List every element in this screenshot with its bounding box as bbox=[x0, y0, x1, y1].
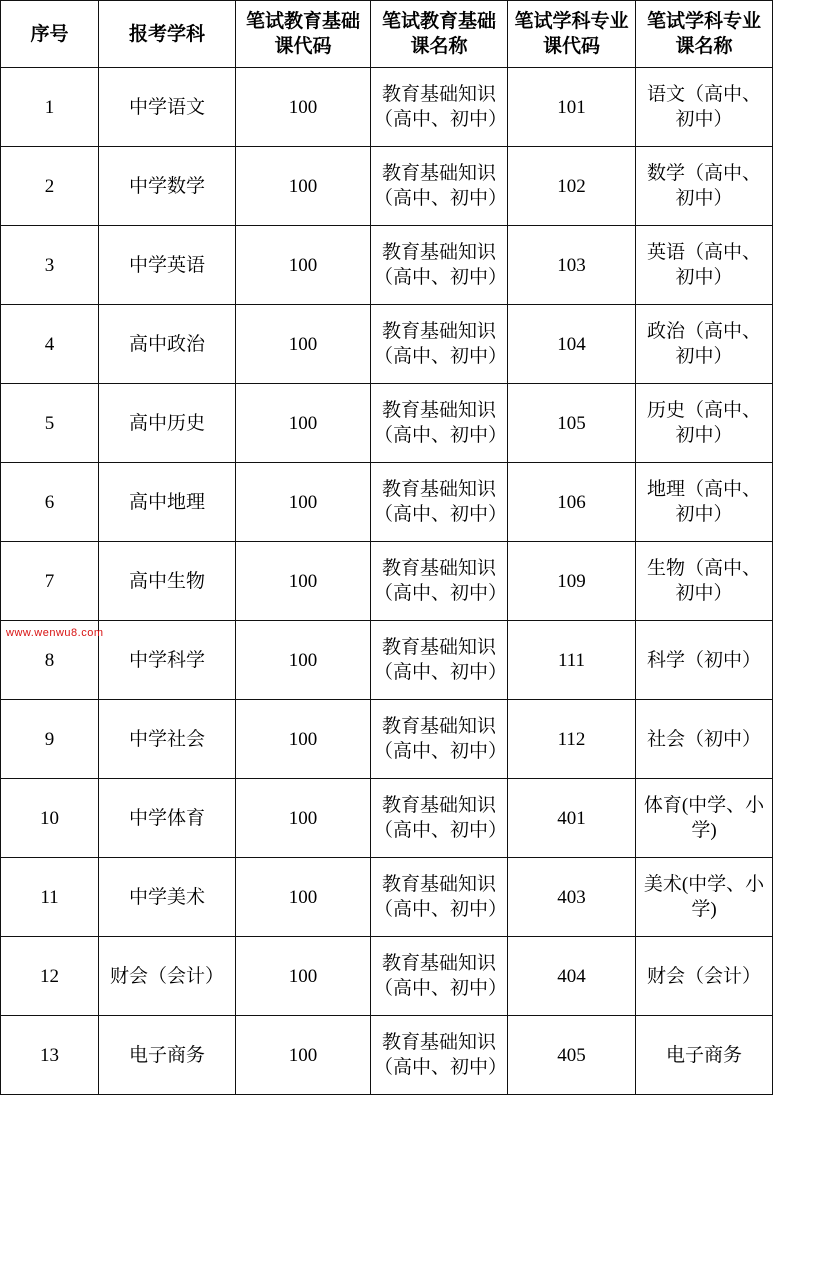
table-row bbox=[1, 937, 773, 1016]
cell-index: 7 bbox=[1, 542, 99, 621]
site-watermark: www.wenwu8.com bbox=[6, 627, 104, 639]
table-row bbox=[1, 779, 773, 858]
cell-basic-course-name: 教育基础知识（高中、初中） bbox=[371, 305, 508, 384]
cell-subject: 电子商务 bbox=[99, 1016, 236, 1095]
column-header-basic-course-name: 笔试教育基础课名称 bbox=[371, 1, 508, 68]
cell-major-course-name: 政治（高中、初中） bbox=[636, 305, 773, 384]
cell-basic-course-code: 100 bbox=[236, 305, 371, 384]
cell-major-course-name: 语文（高中、初中） bbox=[636, 68, 773, 147]
cell-major-course-code: 102 bbox=[508, 147, 636, 226]
cell-subject: 财会（会计） bbox=[99, 937, 236, 1016]
table-row bbox=[1, 305, 773, 384]
cell-basic-course-code: 100 bbox=[236, 858, 371, 937]
cell-index: 4 bbox=[1, 305, 99, 384]
table-header bbox=[1, 1, 773, 68]
cell-index: 12 bbox=[1, 937, 99, 1016]
cell-major-course-code: 401 bbox=[508, 779, 636, 858]
column-header-basic-course-code: 笔试教育基础课代码 bbox=[236, 1, 371, 68]
cell-basic-course-code: 100 bbox=[236, 1016, 371, 1095]
cell-major-course-name: 地理（高中、初中） bbox=[636, 463, 773, 542]
table-row bbox=[1, 463, 773, 542]
cell-basic-course-code: 100 bbox=[236, 700, 371, 779]
cell-major-course-code: 101 bbox=[508, 68, 636, 147]
cell-major-course-name: 生物（高中、初中） bbox=[636, 542, 773, 621]
cell-basic-course-code: 100 bbox=[236, 542, 371, 621]
cell-subject: 中学社会 bbox=[99, 700, 236, 779]
cell-subject: 中学数学 bbox=[99, 147, 236, 226]
table-row bbox=[1, 1016, 773, 1095]
cell-basic-course-code: 100 bbox=[236, 226, 371, 305]
cell-basic-course-code: 100 bbox=[236, 68, 371, 147]
table-header-row bbox=[1, 1, 773, 68]
cell-subject: 中学体育 bbox=[99, 779, 236, 858]
cell-index: 1 bbox=[1, 68, 99, 147]
table-row bbox=[1, 700, 773, 779]
cell-major-course-code: 404 bbox=[508, 937, 636, 1016]
cell-major-course-code: 405 bbox=[508, 1016, 636, 1095]
cell-major-course-code: 111 bbox=[508, 621, 636, 700]
cell-major-course-name: 英语（高中、初中） bbox=[636, 226, 773, 305]
cell-subject: 高中生物 bbox=[99, 542, 236, 621]
cell-major-course-name: 体育(中学、小学) bbox=[636, 779, 773, 858]
cell-index: 13 bbox=[1, 1016, 99, 1095]
cell-basic-course-code: 100 bbox=[236, 147, 371, 226]
cell-basic-course-name: 教育基础知识（高中、初中） bbox=[371, 1016, 508, 1095]
cell-index: 11 bbox=[1, 858, 99, 937]
cell-basic-course-name: 教育基础知识（高中、初中） bbox=[371, 542, 508, 621]
cell-major-course-name: 历史（高中、初中） bbox=[636, 384, 773, 463]
cell-index: 6 bbox=[1, 463, 99, 542]
cell-major-course-name: 财会（会计） bbox=[636, 937, 773, 1016]
cell-subject: 中学美术 bbox=[99, 858, 236, 937]
table-row bbox=[1, 542, 773, 621]
cell-major-course-code: 106 bbox=[508, 463, 636, 542]
table-row bbox=[1, 226, 773, 305]
cell-subject: 中学语文 bbox=[99, 68, 236, 147]
cell-subject: 高中政治 bbox=[99, 305, 236, 384]
cell-basic-course-name: 教育基础知识（高中、初中） bbox=[371, 700, 508, 779]
cell-major-course-code: 103 bbox=[508, 226, 636, 305]
table-row bbox=[1, 68, 773, 147]
cell-major-course-name: 电子商务 bbox=[636, 1016, 773, 1095]
cell-subject: 高中地理 bbox=[99, 463, 236, 542]
cell-major-course-code: 105 bbox=[508, 384, 636, 463]
cell-subject: 高中历史 bbox=[99, 384, 236, 463]
cell-major-course-name: 社会（初中） bbox=[636, 700, 773, 779]
cell-basic-course-code: 100 bbox=[236, 463, 371, 542]
cell-major-course-name: 美术(中学、小学) bbox=[636, 858, 773, 937]
cell-basic-course-name: 教育基础知识（高中、初中） bbox=[371, 621, 508, 700]
cell-basic-course-name: 教育基础知识（高中、初中） bbox=[371, 463, 508, 542]
cell-subject: 中学英语 bbox=[99, 226, 236, 305]
cell-basic-course-name: 教育基础知识（高中、初中） bbox=[371, 937, 508, 1016]
cell-basic-course-code: 100 bbox=[236, 779, 371, 858]
cell-subject: 中学科学 bbox=[99, 621, 236, 700]
column-header-major-course-name: 笔试学科专业课名称 bbox=[636, 1, 773, 68]
cell-basic-course-name: 教育基础知识（高中、初中） bbox=[371, 384, 508, 463]
cell-basic-course-name: 教育基础知识（高中、初中） bbox=[371, 226, 508, 305]
cell-index: 9 bbox=[1, 700, 99, 779]
cell-index: 3 bbox=[1, 226, 99, 305]
column-header-index: 序号 bbox=[1, 1, 99, 68]
table-row bbox=[1, 384, 773, 463]
cell-major-course-name: 数学（高中、初中） bbox=[636, 147, 773, 226]
cell-index: 8 bbox=[1, 621, 99, 700]
cell-basic-course-code: 100 bbox=[236, 937, 371, 1016]
cell-major-course-code: 109 bbox=[508, 542, 636, 621]
column-header-subject: 报考学科 bbox=[99, 1, 236, 68]
cell-basic-course-name: 教育基础知识（高中、初中） bbox=[371, 779, 508, 858]
cell-basic-course-code: 100 bbox=[236, 384, 371, 463]
cell-basic-course-name: 教育基础知识（高中、初中） bbox=[371, 858, 508, 937]
table-row bbox=[1, 621, 773, 700]
cell-index: 10 bbox=[1, 779, 99, 858]
cell-major-course-code: 403 bbox=[508, 858, 636, 937]
cell-major-course-name: 科学（初中） bbox=[636, 621, 773, 700]
cell-basic-course-code: 100 bbox=[236, 621, 371, 700]
cell-major-course-code: 112 bbox=[508, 700, 636, 779]
table-row bbox=[1, 147, 773, 226]
cell-major-course-code: 104 bbox=[508, 305, 636, 384]
table-row bbox=[1, 858, 773, 937]
column-header-major-course-code: 笔试学科专业课代码 bbox=[508, 1, 636, 68]
cell-index: 2 bbox=[1, 147, 99, 226]
cell-basic-course-name: 教育基础知识（高中、初中） bbox=[371, 147, 508, 226]
cell-basic-course-name: 教育基础知识（高中、初中） bbox=[371, 68, 508, 147]
cell-index: 5 bbox=[1, 384, 99, 463]
table-body bbox=[1, 68, 773, 1095]
